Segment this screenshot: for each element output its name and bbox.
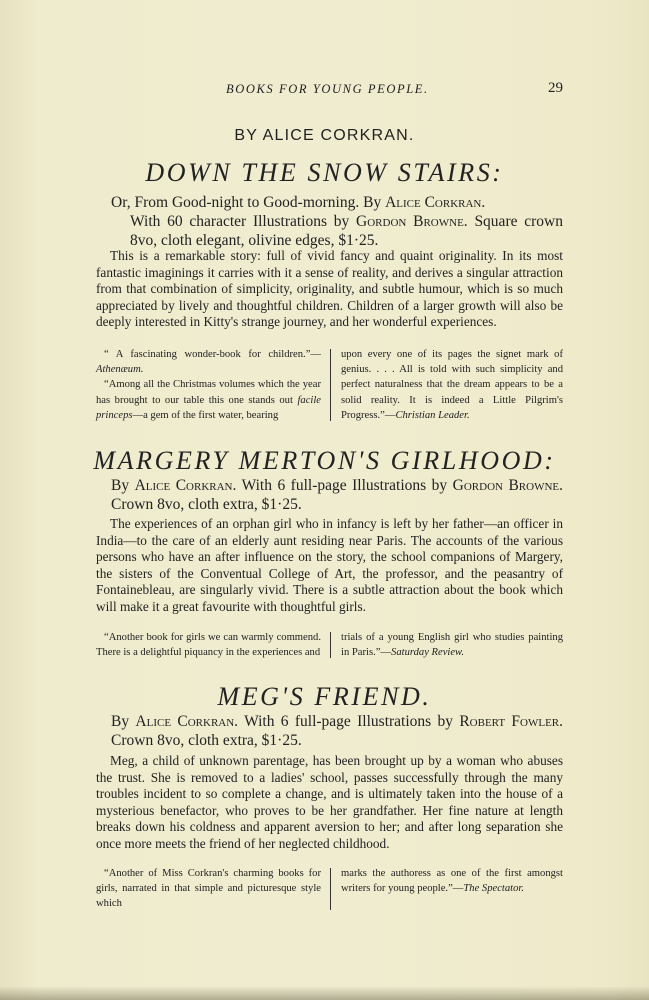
- review-source: The Spectator.: [463, 883, 525, 895]
- book-title-margery-mertons-girlhood: MARGERY MERTON'S GIRLHOOD:: [93, 446, 556, 475]
- book-description: The experiences of an orphan girl who in infancy is left by her father—an officer in India—to the care of an elderly aunt residing near Paris. The accounts of the various persons who have an after influence on the story, the school companions of Margery, the sisters of the Conventual College of Art, the professor, and the peasantry of Fontainebleau, are singularly vivid. There is a subtle attraction about the book which will make it a great favourite with thoughtful girls.: [96, 516, 563, 614]
- page-edge-shadow: [0, 986, 649, 1000]
- review-source: Saturday Review.: [391, 647, 464, 659]
- book-description: Meg, a child of unknown parentage, has been brought up by a woman who abuses the trust. She is removed to a ladies' school, passes successfully through the many troubles incident to so complete a change, and is ultimately taken into the house of a mysterious benefactor, who proves to be her grandfather. Her fine nature at length breaks down his coldness and apparent aversion to her; and after long separation she once more meets the friend of her neglected childhood.: [96, 753, 563, 851]
- illustrator-name: Gordon Browne: [356, 213, 464, 230]
- book-imprint: By Alice Corkran. With 6 full-page Illustrations by Robert Fowler. Crown 8vo, cloth extra, $1·25.: [111, 713, 563, 749]
- review-left-column: “Another book for girls we can warmly commend. There is a delightful piquancy in the experiences and: [96, 632, 321, 659]
- review-block: [96, 866, 563, 912]
- book-imprint: Or, From Good-night to Good-morning. By Alice Corkran. With 60 character Illustrations by Gordon Browne. Square crown 8vo, cloth elegant, olivine edges, $1·25.: [111, 194, 563, 249]
- review-left-column: “Another of Miss Corkran's charming books for girls, narrated in that simple and picturesque style which: [96, 868, 321, 910]
- review-block: [96, 630, 563, 660]
- review-source: Christian Leader.: [395, 409, 470, 421]
- book-description: This is a remarkable story: full of vivid fancy and quaint originality. In its most fantastic imaginings it carries with it a sense of reality, and derives a singular attraction from that combination of simplicity, originality, and subtle humour, which is so much appreciated by lively and thoughtful children. Children of a larger growth will also be deeply interested in Kitty's strange journey, and her wonderful experiences.: [96, 248, 563, 330]
- book-title-down-the-snow-stairs: DOWN THE SNOW STAIRS:: [145, 158, 504, 187]
- review-source: Athenæum.: [96, 364, 144, 376]
- book-imprint: By Alice Corkran. With 6 full-page Illustrations by Gordon Browne. Crown 8vo, cloth extra, $1·25.: [111, 477, 563, 513]
- book-title-megs-friend: MEG'S FRIEND.: [217, 682, 432, 711]
- review-right-column: upon every one of its pages the signet mark of genius. . . . All is told with such simplicity and perfect naturalness that the dream appears to be a solid reality. It is indeed a Little Pilgrim's Progress.”—Christian Leader.: [341, 349, 563, 421]
- author-heading: BY ALICE CORKRAN.: [234, 127, 415, 144]
- review-right-column: marks the authoress as one of the first amongst writers for young people.”—The Spectator.: [341, 868, 563, 895]
- author-name: Alice Corkran: [385, 194, 482, 211]
- author-name: Alice Corkran: [134, 477, 233, 494]
- running-head: [0, 82, 649, 102]
- running-title: BOOKS FOR YOUNG PEOPLE.: [226, 82, 429, 96]
- illustrator-name: Gordon Browne: [452, 477, 560, 494]
- review-right-column: trials of a young English girl who studies painting in Paris.”—Saturday Review.: [341, 632, 563, 659]
- page-number: 29: [548, 80, 563, 96]
- review-block: [96, 347, 563, 423]
- review-left-column: “ A fascinating wonder-book for children.”—Athenæum. “Among all the Christmas volumes which the year has brought to our table this one stands out facile princeps—a gem of the first water, bearing: [96, 349, 321, 421]
- author-name: Alice Corkran: [135, 713, 235, 730]
- illustrator-name: Robert Fowler: [459, 713, 560, 730]
